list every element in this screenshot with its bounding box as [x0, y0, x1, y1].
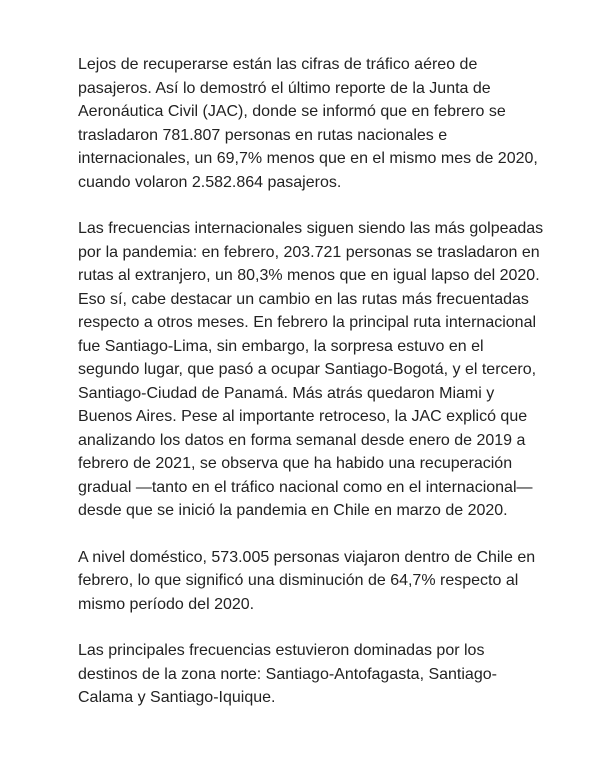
text-line: por la pandemia: en febrero, 203.721 personas se trasladaron en	[78, 243, 540, 261]
text-line: internacionales, un 69,7% menos que en el mismo mes de 2020,	[78, 150, 538, 167]
text-line: trasladaron 781.807 personas en rutas nacionales e	[78, 126, 448, 144]
text-line: A nivel doméstico, 573.005 personas viajaron dentro de Chile en	[78, 548, 536, 566]
text-line: desde que se inició la pandemia en Chile en marzo de 2020.	[78, 502, 508, 519]
paragraph-international	[78, 217, 558, 523]
text-line: Eso sí, cabe destacar un cambio en las rutas más frecuentadas	[78, 290, 529, 308]
text-line: Buenos Aires. Pese al importante retroceso, la JAC explicó que	[78, 408, 528, 425]
paragraph-air-traffic	[78, 53, 558, 194]
article-body	[78, 53, 558, 733]
text-line: febrero de 2021, se observa que ha habido una recuperación	[78, 455, 513, 472]
text-line: febrero, lo que significó una disminución de 64,7% respecto al	[78, 572, 519, 589]
text-line: Las principales frecuencias estuvieron dominadas por los	[78, 642, 485, 659]
text-line: Calama y Santiago-Iquique.	[78, 689, 276, 706]
text-line: Santiago-Ciudad de Panamá. Más atrás quedaron Miami y	[78, 384, 495, 402]
text-line: destinos de la zona norte: Santiago-Antofagasta, Santiago-	[78, 665, 497, 683]
text-line: pasajeros. Así lo demostró el último reporte de la Junta de	[78, 79, 491, 97]
text-line: gradual —tanto en el tráfico nacional como en el internacional—	[78, 478, 533, 496]
paragraph-routes	[78, 639, 558, 710]
text-line: Las frecuencias internacionales siguen siendo las más golpeadas	[78, 220, 544, 237]
text-line: segundo lugar, que pasó a ocupar Santiago-Bogotá, y el tercero,	[78, 361, 537, 378]
text-line: analizando los datos en forma semanal desde enero de 2019 a	[78, 431, 526, 449]
text-line: Aeronáutica Civil (JAC), donde se informó que en febrero se	[78, 103, 506, 120]
text-line: cuando volaron 2.582.864 pasajeros.	[78, 173, 342, 191]
text-line: fue Santiago-Lima, sin embargo, la sorpresa estuvo en el	[78, 337, 484, 355]
text-line: rutas al extranjero, un 80,3% menos que en igual lapso del 2020.	[78, 267, 540, 284]
text-line: respecto a otros meses. En febrero la principal ruta internacional	[78, 314, 537, 331]
text-line: Lejos de recuperarse están las cifras de tráfico aéreo de	[78, 56, 478, 73]
text-line: mismo período del 2020.	[78, 595, 255, 613]
paragraph-domestic	[78, 546, 558, 617]
